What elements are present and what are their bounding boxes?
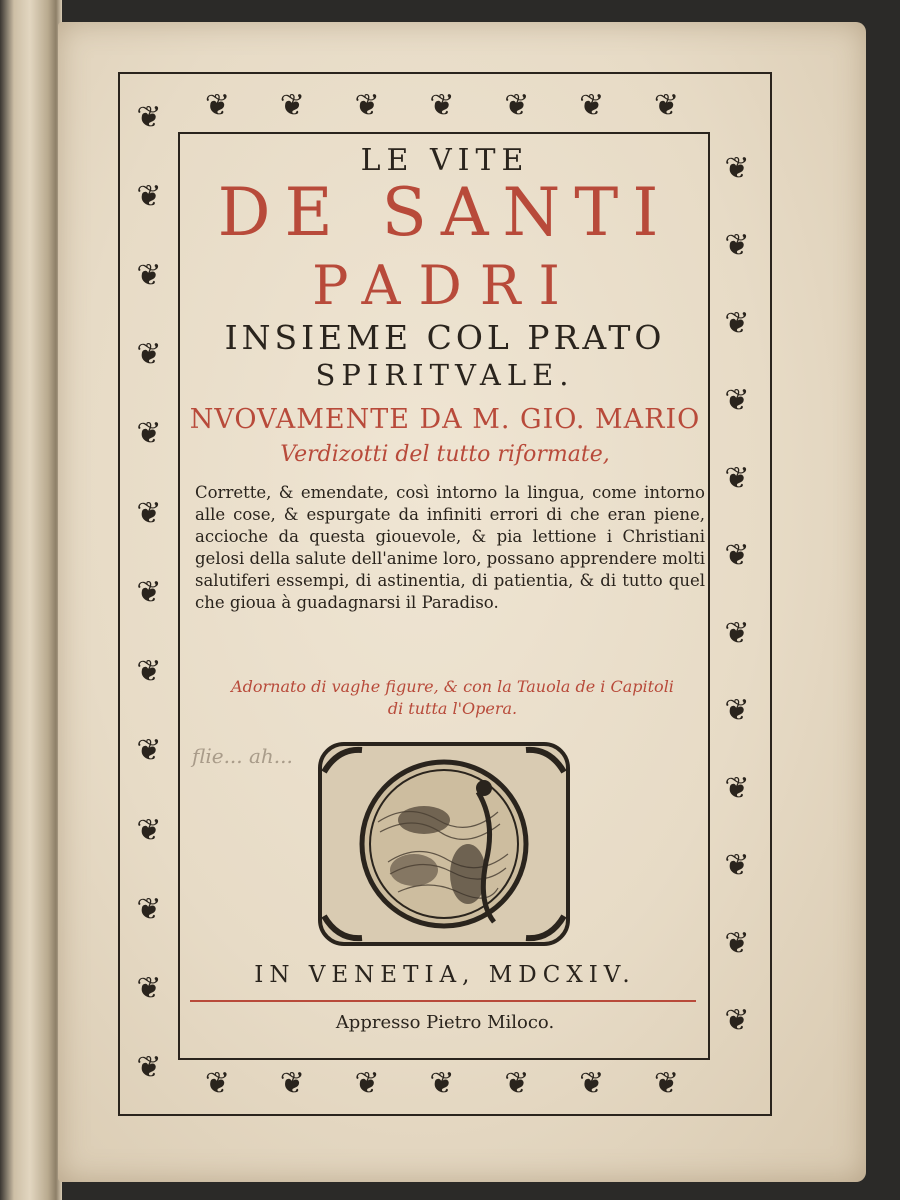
- fleuron-ornament-icon: ❦: [136, 812, 162, 848]
- title-line-padri: PADRI: [312, 254, 578, 317]
- fleuron-ornament-icon: ❦: [653, 1066, 680, 1101]
- printer-device-emblem: [318, 742, 570, 946]
- fleuron-ornament-icon: ❦: [136, 654, 162, 690]
- fleuron-ornament-icon: ❦: [136, 258, 162, 294]
- ornament-row-bottom: [180, 1060, 704, 1108]
- adornment-line-2: di tutta l'Opera.: [387, 699, 518, 718]
- fleuron-ornament-icon: ❦: [724, 383, 750, 419]
- fleuron-ornament-icon: ❦: [279, 88, 305, 123]
- fleuron-ornament-icon: ❦: [653, 88, 680, 123]
- fleuron-ornament-icon: ❦: [724, 693, 750, 729]
- printer-name: Appresso Pietro Miloco.: [335, 1012, 555, 1033]
- fleuron-ornament-icon: ❦: [429, 1066, 455, 1101]
- fleuron-ornament-icon: ❦: [204, 1066, 230, 1101]
- title-line-de-santi: DE SANTI: [217, 174, 673, 251]
- fleuron-ornament-icon: ❦: [136, 495, 162, 531]
- fleuron-ornament-icon: ❦: [354, 1066, 380, 1101]
- fleuron-ornament-icon: ❦: [136, 1050, 162, 1086]
- title-line-insieme: INSIEME COL PRATO: [224, 318, 666, 357]
- fleuron-ornament-icon: ❦: [579, 88, 605, 123]
- fleuron-ornament-icon: ❦: [136, 416, 162, 452]
- fleuron-ornament-icon: ❦: [724, 770, 750, 806]
- fleuron-ornament-icon: ❦: [136, 971, 162, 1007]
- fleuron-ornament-icon: ❦: [136, 891, 162, 927]
- fleuron-ornament-icon: ❦: [724, 460, 750, 496]
- fleuron-ornament-icon: ❦: [724, 538, 750, 574]
- fleuron-ornament-icon: ❦: [136, 99, 162, 135]
- fleuron-ornament-icon: ❦: [354, 88, 380, 123]
- fleuron-ornament-icon: ❦: [724, 615, 750, 651]
- fleuron-ornament-icon: ❦: [504, 1066, 530, 1101]
- title-line-le-vite: LE VITE: [360, 143, 530, 178]
- fleuron-ornament-icon: ❦: [724, 228, 750, 264]
- fleuron-ornament-icon: ❦: [724, 1003, 750, 1039]
- fleuron-ornament-icon: ❦: [724, 925, 750, 961]
- fleuron-ornament-icon: ❦: [136, 178, 162, 214]
- fleuron-ornament-icon: ❦: [724, 848, 750, 884]
- fleuron-ornament-icon: ❦: [579, 1066, 605, 1101]
- fleuron-ornament-icon: ❦: [204, 88, 230, 123]
- fleuron-ornament-icon: ❦: [136, 574, 162, 610]
- adornment-line-1: Adornato di vaghe figure, & con la Tauola de i Capitoli: [231, 677, 674, 696]
- ornament-column-left: [122, 78, 176, 1108]
- imprint-place-date: IN VENETIA, MDCXIV.: [254, 962, 636, 988]
- fleuron-ornament-icon: ❦: [724, 305, 750, 341]
- ornament-column-right: [710, 130, 764, 1060]
- imprint-rule: [190, 1000, 696, 1002]
- ornament-row-top: [180, 82, 704, 130]
- fleuron-ornament-icon: ❦: [279, 1066, 305, 1101]
- fleuron-ornament-icon: ❦: [429, 88, 455, 123]
- title-line-nuovamente: NVOVAMENTE DA M. GIO. MARIO: [189, 404, 701, 435]
- adornment-note: [200, 676, 705, 720]
- fleuron-ornament-icon: ❦: [136, 337, 162, 373]
- handwritten-marginalia: flie... ah...: [192, 744, 293, 768]
- fleuron-ornament-icon: ❦: [504, 88, 530, 123]
- title-line-spirituale: SPIRITVALE.: [315, 358, 575, 392]
- fleuron-ornament-icon: ❦: [724, 150, 750, 186]
- description-paragraph: Corrette, & emendate, così intorno la lingua, come intorno alle cose, & espurgate da infiniti errori di che eran piene, accioche da questa giouevole, & pia lettione i Christiani gelosi della salute dell'anime loro, possano apprendere molti salutiferi essempi, di astinentia, di patientia, & di tutto quel che gioua à guadagnarsi il Paradiso.: [195, 483, 705, 612]
- title-line-verdizotti: Verdizotti del tutto riformate,: [280, 442, 610, 467]
- book-spine: [0, 0, 62, 1200]
- fleuron-ornament-icon: ❦: [136, 733, 162, 769]
